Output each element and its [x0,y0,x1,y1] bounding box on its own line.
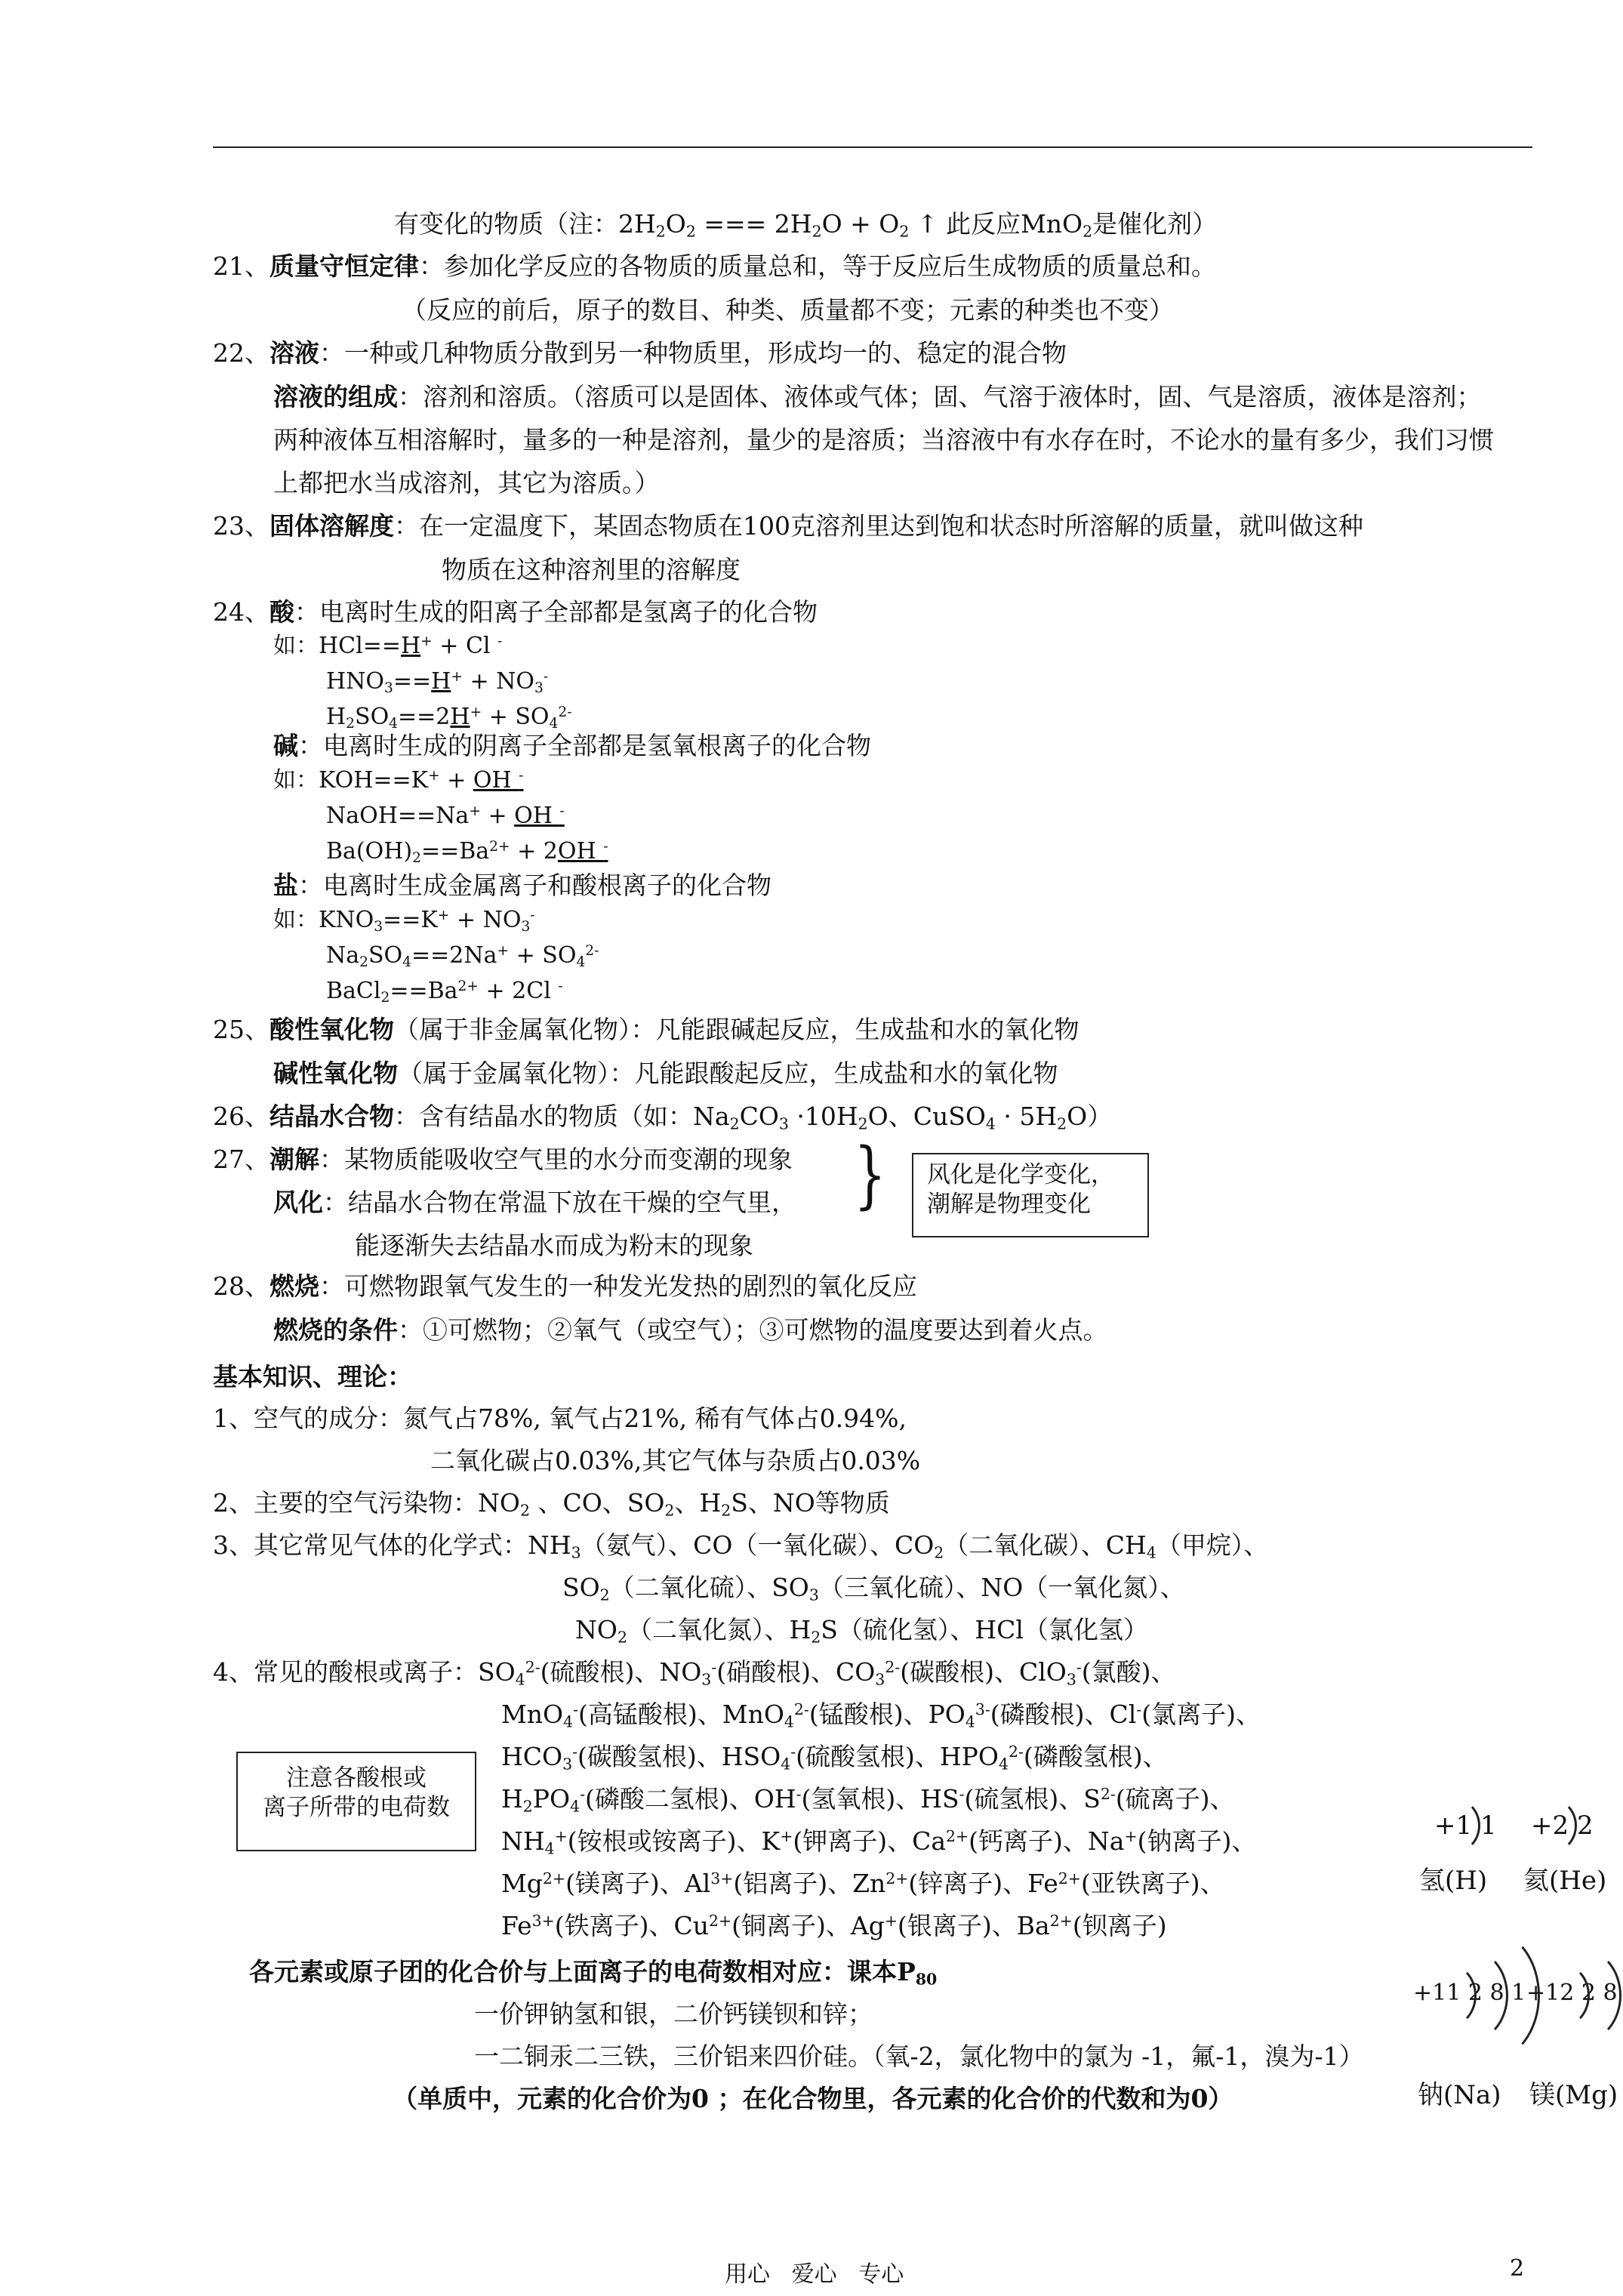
ion-token: (铵根或铵离子)、K [567,1826,781,1856]
ion-token: 2- [793,1700,809,1718]
ion-token: - [711,1657,717,1676]
ion-token: Mg [501,1869,543,1898]
ion-token: - [790,1742,796,1761]
item-28: 28、燃烧：可燃物跟氧气发生的一种发光发热的剧烈的氧化反应 [213,1271,917,1301]
basic-1-line2: 二氧化碳占0.03%,其它气体与杂质占0.03% [430,1446,921,1475]
ions-line-3 [501,1742,1168,1772]
ion-token: 2- [885,1657,901,1676]
helium-label: 氦(He) [1523,1866,1607,1896]
ion-token: 3 [701,1670,712,1689]
ion-token: MnO [501,1700,564,1729]
section-heading: 基本知识、理论： [213,1362,412,1391]
sodium-shell-3 [1437,1929,1540,2062]
ion-token: (磷酸根)、Cl [990,1700,1137,1729]
hydrogen-nucleus: +1 1 [1434,1811,1497,1841]
note-box-line-1: 风化是化学变化， [927,1161,1114,1188]
ion-token: (亚铁离子)、 [1080,1869,1225,1898]
ion-token: 4 [515,1670,525,1689]
ion-token: + [780,1826,793,1845]
ion-token: 4 [570,1797,581,1816]
ions-line-7 [501,1911,1167,1941]
hydrogen-label: 氢(H) [1419,1866,1488,1896]
ion-token: - [959,1784,965,1803]
item-27: 27、潮解：某物质能吸收空气里的水分而变潮的现象 [213,1145,793,1174]
ion-token: 4 [784,1712,794,1731]
basic-3-line2: $SO_2$（二氧化硫）、$SO_3$（三氧化硫）、NO（一氧化氮）、 [562,1573,1185,1604]
ion-token: NH [501,1826,545,1856]
ion-token: (钙离子)、Na [969,1826,1125,1856]
base-example-2: NaOH==Na+ + OH - [326,803,565,829]
ion-token: (硝酸根)、CO [716,1657,876,1687]
ion-token: 4 [563,1712,574,1731]
ion-token: 2- [525,1657,540,1676]
ion-token: PO [532,1784,571,1814]
ion-token: 2+ [542,1869,566,1888]
item-22-line3: 两种液体互相溶解时，量多的一种是溶剂，量少的是溶质；当溶液中有水存在时，不论水的量有多少，我们习惯 [273,425,1494,455]
magnesium-structure: +12 2 8 [1526,1980,1618,2006]
ion-token: 3+ [710,1869,734,1888]
ion-token: (磷酸氢根)、 [1023,1742,1168,1771]
ion-token: 3 [562,1755,573,1774]
basic-2: 2、主要的空气污染物：$NO_2$ 、CO、$SO_2$、$H_2S$、NO等物质 [213,1488,890,1520]
continuation-line: 有变化的物质（注：$2H_2O_2$ === $2H_2O + O_2$ ↑ 此反应MnO$_2$是催化剂） [394,209,1218,241]
basic-3-line3: $NO_2$（二氧化氮）、$H_2S$（硫化氢）、HCl（氯化氢） [575,1615,1148,1647]
salt-example-3: $BaCl_2==Ba^{2+} + 2Cl$ - [326,978,563,1006]
ion-token: H [501,1784,523,1814]
item-25: 25、酸性氧化物（属于非金属氧化物）：凡能跟碱起反应，生成盐和水的氧化物 [213,1015,1079,1044]
item-27-line3: 能逐渐失去结晶水而成为粉末的现象 [355,1231,753,1260]
ion-token: (锌离子)、Fe [908,1869,1058,1898]
basic-3: 3、其它常见气体的化学式：$NH_3$（氨气）、CO（一氧化碳）、$CO_2$（二氧化碳）、$CH_4$（甲烷）、 [213,1530,1269,1562]
hydrogen-shell [1431,1798,1480,1853]
base-example-3: $Ba(OH)_2==Ba^{2+} + 2OH$ - [326,838,608,867]
header-rule [213,146,1532,148]
note-box-line-2: 潮解是物理变化 [927,1190,1091,1218]
ion-token: (铜离子)、Ag [731,1911,885,1940]
ion-token: Fe [501,1911,532,1940]
acid-example-2: $HNO_3==H^+ + NO_3^-$ [326,668,549,697]
note-box-charges [236,1752,476,1851]
ion-token: 2+ [1049,1911,1073,1930]
ion-token: + [884,1911,898,1930]
ions-line-5 [501,1826,1256,1857]
item-25-basic-oxide: 碱性氧化物（属于金属氧化物）：凡能跟酸起反应，生成盐和水的氧化物 [273,1059,1058,1088]
ions-line-2 [501,1700,1261,1730]
ion-token: 4 [998,1755,1009,1774]
ion-token: + [1124,1826,1138,1845]
ion-token: - [580,1784,585,1803]
ion-token: (硫氢根)、S [964,1784,1101,1814]
item-24: 24、酸：电离时生成的阳离子全部都是氢离子的化合物 [213,597,818,627]
item-22-composition: 溶液的组成：溶剂和溶质。（溶质可以是固体、液体或气体；固、气溶于液体时，固、气是溶质，液体是溶剂； [273,382,1482,411]
ion-token: (硫酸根)、NO [540,1657,702,1687]
sodium-label: 钠(Na) [1418,2080,1501,2110]
ion-token: HCO [501,1742,563,1771]
ions-line-6 [501,1869,1225,1899]
item-21-note: （反应的前后，原子的数目、种类、质量都不变；元素的种类也不变） [402,295,1174,325]
ion-token: (钡离子) [1072,1911,1167,1940]
ion-token: - [1076,1657,1082,1676]
ion-token: 3+ [531,1911,555,1930]
ion-token: (氢氧根)、HS [801,1784,959,1814]
sodium-structure: +11 2 8 1 [1413,1980,1526,2006]
helium-shell [1527,1798,1577,1853]
acid-example-3: $H_2SO_4==2H^+ + SO_4^{2-}$ [326,704,572,732]
base-definition: 碱：电离时生成的阴离子全部都是氢氧根离子的化合物 [273,731,871,760]
ion-token: 2+ [946,1826,969,1845]
item-23-line2: 物质在这种溶剂里的溶解度 [442,555,741,584]
ion-token: (氯酸)、 [1081,1657,1176,1687]
ion-token: 3- [975,1700,990,1718]
ion-token: 4 [544,1839,555,1858]
note-box-weathering [912,1153,1149,1237]
item-21: 21、质量守恒定律：参加化学反应的各物质的质量总和，等于反应后生成物质的质量总和。 [213,251,1216,281]
ion-token: 4 [965,1712,975,1731]
base-example-1: 如：KOH==K+ + OH - [273,767,524,794]
ion-token: (铁离子)、Cu [554,1911,710,1940]
ion-token: (高锰酸根)、MnO [578,1700,784,1729]
ion-token: (铝离子)、Zn [733,1869,886,1898]
ion-token: 2 [522,1797,533,1816]
ion-token: (镁离子)、Al [565,1869,711,1898]
ion-token: (银离子)、Ba [898,1911,1050,1940]
footer-text: 用心 爱心 专心 [725,2261,904,2288]
ions-line-4 [501,1784,1235,1814]
ion-token: - [1136,1700,1142,1718]
note-box-charges-line-2: 离子所带的电荷数 [263,1793,450,1821]
magnesium-shell-2 [1541,1948,1621,2043]
ion-token: (氯离子)、 [1141,1700,1261,1729]
ion-token: - [573,1700,579,1718]
salt-example-2: $Na_2SO_4==2Na^+ + SO_4^{2-}$ [326,942,599,971]
ion-token: 2+ [885,1869,909,1888]
ion-token: (碳酸根)、ClO [900,1657,1067,1687]
basic-1: 1、空气的成分：氮气占78%, 氧气占21%, 稀有气体占0.94%, [213,1404,907,1433]
acid-example-1: 如：HCl==H+ + Cl - [273,633,503,659]
valence-heading: 各元素或原子团的化合价与上面离子的电荷数相对应：课本$P_{80}$ [249,1957,938,1989]
item-23: 23、固体溶解度：在一定温度下，某固态物质在100克溶剂里达到饱和状态时所溶解的质量，就叫做这种 [213,511,1363,541]
salt-definition: 盐：电离时生成金属离子和酸根离子的化合物 [273,871,771,900]
item-22-line4: 上都把水当成溶剂，其它为溶质。） [273,468,660,498]
helium-nucleus: +2 2 [1531,1811,1594,1841]
ion-token: 3 [875,1670,885,1689]
valence-rhyme-2: 一二铜汞二三铁，三价铝来四价硅。（氧-2，氯化物中的氯为 -1，氟-1，溴为-1） [474,2042,1364,2071]
item-22: 22、溶液：一种或几种物质分散到另一种物质里，形成均一的、稳定的混合物 [213,338,1067,368]
ion-token: SO [478,1657,516,1687]
ions-line-1: 4、常见的酸根或离子：$SO_4^{2-}$(硫酸根)、$NO_3^-$(硝酸根)、$CO_3^{2-}$(碳酸根)、ClO$_3$-(氯酸)、 [213,1657,1176,1689]
item-26: 26、结晶水合物：含有结晶水的物质（如：$Na_2CO_3 \cdot 10H_2O$、CuSO$_4$ · $5H_2O$） [213,1102,1113,1133]
ion-token: (磷酸二氢根)、OH [584,1784,796,1814]
ion-token: (硫酸氢根)、HPO [796,1742,999,1771]
salt-example-1: 如：$KNO_3==K^+ + NO_3^-$ [273,907,535,935]
brace: } [854,1133,886,1217]
valence-rule: （单质中，元素的化合价为0 ；在化合物里，各元素的化合价的代数和为0） [393,2084,1233,2113]
ion-token: - [796,1784,802,1803]
ion-token: + [554,1826,568,1845]
ion-token: (锰酸根)、PO [808,1700,965,1729]
ion-token: - [572,1742,578,1761]
ion-token: 3 [1066,1670,1076,1689]
ion-token: (钠离子)、 [1137,1826,1257,1856]
ion-token: 2+ [709,1911,732,1930]
ion-token: (硫离子)、 [1115,1784,1235,1814]
note-box-charges-line-1: 注意各酸根或 [286,1764,427,1792]
ion-token: (碳酸氢根)、HSO [577,1742,781,1771]
page-number: 2 [1510,2255,1525,2282]
item-28-conditions: 燃烧的条件：①可燃物；②氧气（或空气）；③可燃物的温度要达到着火点。 [273,1315,1108,1345]
magnesium-label: 镁(Mg) [1529,2080,1618,2110]
ion-token: (钾离子)、Ca [793,1826,947,1856]
ion-token: 2- [1100,1784,1116,1803]
ion-token: 4 [781,1755,791,1774]
valence-rhyme-1: 一价钾钠氢和银，二价钙镁钡和锌； [474,1999,873,2029]
item-27-efflorescence: 风化：结晶水合物在常温下放在干燥的空气里， [273,1188,796,1217]
ion-token: 2+ [1058,1869,1081,1888]
ion-token: 2- [1008,1742,1024,1761]
